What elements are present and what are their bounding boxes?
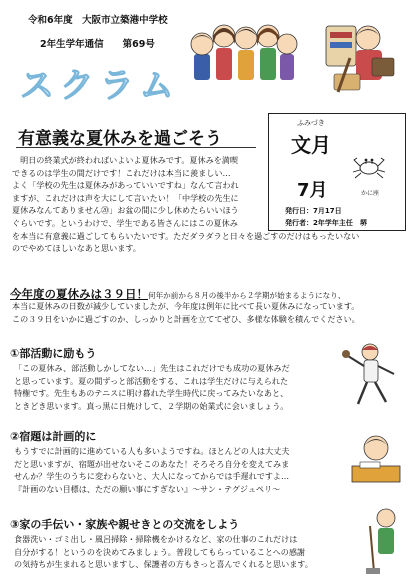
month-ruby: ふみづき: [297, 119, 325, 127]
school-line: 令和6年度 大阪市立築港中学校: [28, 15, 168, 26]
intro-line: できるのは学生の間だけです！これだけは本当に羨ましい…: [12, 167, 231, 178]
month-name: 文月: [291, 133, 331, 157]
student-figure-1: [191, 33, 213, 80]
studying-student-illustration: [346, 428, 406, 488]
section-line: の気持ちが生まれると思いますし、保護者の方もきっと喜んでくれると思います。: [14, 559, 313, 570]
summer-length-lead: 何年か前から８月の後半から２学期が始まるようになり、: [148, 291, 346, 300]
student-figure-3: [235, 27, 257, 80]
section-homework-title: ②宿題は計画的に: [10, 430, 97, 443]
section-line: 「この夏休み、部活動しかしてない…」先生はこれだけでも成功の夏休みだ: [14, 363, 290, 373]
intro-paragraph: [12, 154, 359, 255]
students-group-illustration: [188, 14, 298, 84]
section-line: ときどき思います。真っ黒に日焼けして、２学期の始業式に会いましょう。: [14, 400, 289, 411]
main-headline: 有意義な夏休みを過ごそう: [18, 129, 222, 149]
summer-length-paragraph: [12, 300, 360, 325]
section-line: と思っています。夏の間ずっと部活動をする、これは学生だけに与えられた: [14, 375, 289, 386]
headline-underline: [16, 147, 256, 148]
section-family-body: [14, 533, 313, 571]
summer-line: この３９日をいかに過ごすのか、しっかりと計画を立ててぜひ、多様な体験を積んでください。: [12, 313, 360, 324]
intro-line: 明日の終業式が終わればいよいよ夏休みです。夏休みを満喫: [12, 155, 238, 165]
student-figure-5: [277, 34, 297, 80]
month-number: 7月: [297, 180, 328, 201]
section-family-title: ③家の手伝い・家族や親せきとの交流をしよう: [10, 518, 240, 531]
student-figure-4: [257, 25, 279, 80]
section-homework-body: [14, 445, 289, 495]
zodiac-caption: かに座: [361, 190, 380, 197]
intro-line: のでやめてほしいなあと思います。: [12, 243, 141, 254]
intro-line: 夏休みなんてありません⑳」お盆の間に少し休めたらいいほう: [12, 205, 239, 216]
section-club-body: [14, 362, 290, 412]
intro-line: よく「学校の先生は夏休みがあっていいですね」なんて言われ: [12, 180, 239, 191]
issue-date: 発行日：7月17日: [285, 207, 342, 215]
cleaning-student-illustration: [320, 18, 398, 94]
newsletter-issue: 2年生学年通信 第69号: [40, 39, 155, 50]
intro-line: ますが、これだけは声を大にして言いたい！「中学校の先生に: [12, 192, 239, 203]
newsletter-brand: スクラム: [20, 66, 180, 106]
summer-line: 本当に夏休みの日数が減少していましたが、今年度は例年に比べて長い夏休みになっています。: [12, 301, 360, 311]
student-figure-2: [213, 25, 235, 80]
intro-line: を本当に有意義に過ごしてもらいたいです。ただダラダラと日々を過ごすのだけはもったいない: [12, 230, 360, 241]
section-line: せんか？学生のうちに変わらないと、大人になってからでは手遅れですよ…: [14, 471, 290, 482]
section-line: だと思いますが、宿題が出せないそこのあなた！そろそろ自分を変えてみま: [14, 458, 290, 469]
baseball-player-illustration: [340, 340, 406, 410]
author-name: 堺: [359, 219, 367, 227]
cleaning-helper-illustration: [362, 506, 408, 576]
section-line: 自分がする！というのを決めてみましょう。普段してもらっていることへの感謝: [14, 546, 306, 557]
section-line: 特権です。先生もあのテニスに明け暮れた学生時代に戻ってみたいなあと、: [14, 388, 289, 399]
section-line: もうすでに計画的に進めている人も多いようですね。ほとんどの人は大丈夫: [14, 446, 290, 456]
summer-length-title: 今年度の夏休みは３９日！: [10, 287, 148, 301]
author-label: 発行者：2年学年主任: [285, 219, 353, 227]
section-line: 『計画のない目標は、ただの願い事にすぎない』～サン・テグジュペリ～: [14, 483, 281, 494]
section-club-title: ①部活動に励もう: [10, 347, 97, 360]
intro-line: ぐらいです。というわけで、学生である皆さんにはこの夏休み: [12, 217, 238, 228]
section-line: 食器洗い・ゴミ出し・風呂掃除・掃除機をかけるなど、家の仕事のこれだけは: [14, 534, 298, 544]
